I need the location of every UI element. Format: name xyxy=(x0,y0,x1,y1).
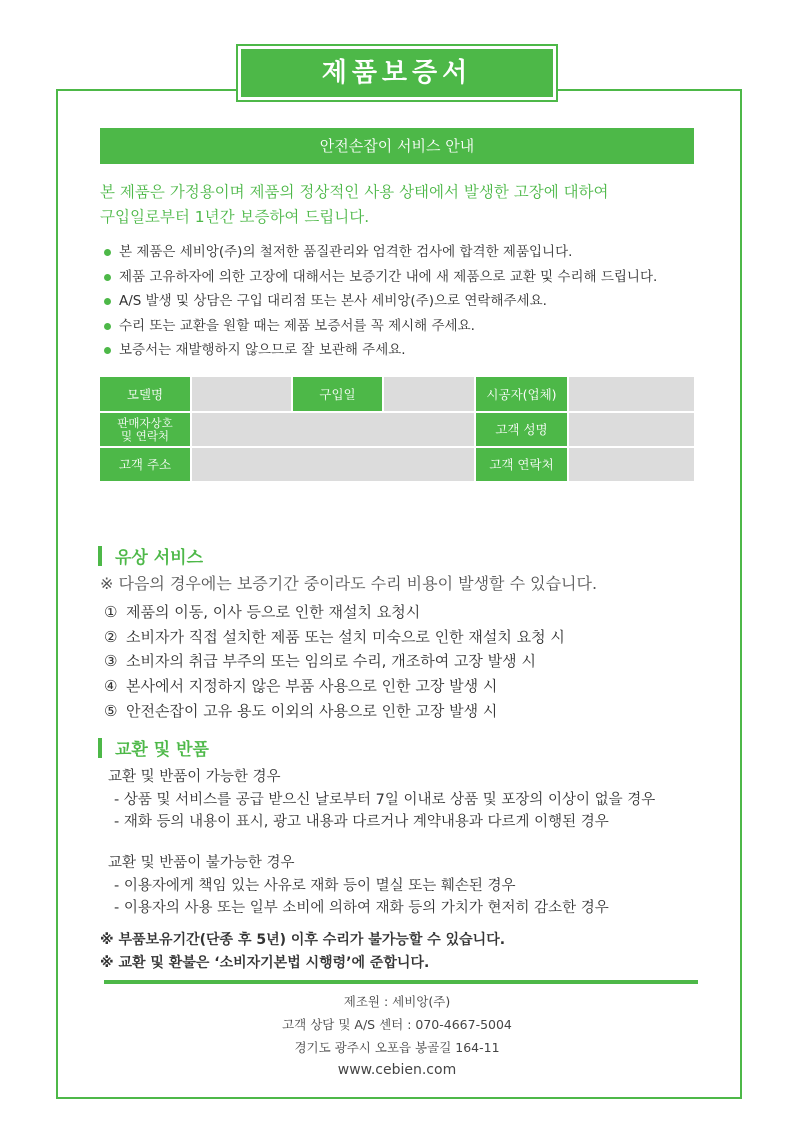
list-item xyxy=(104,314,657,339)
exchange-possible-block xyxy=(108,766,655,834)
list-item: - 이용자의 사용 또는 일부 소비에 의하여 재화 등의 가치가 현저히 감소한 경우 xyxy=(114,900,609,916)
list-item xyxy=(104,338,657,363)
customer-name-field[interactable] xyxy=(569,413,694,446)
item-text: 소비자가 직접 설치한 제품 또는 설치 미숙으로 인한 재설치 요청 시 xyxy=(126,627,565,646)
customer-contact-label: 고객 연락처 xyxy=(476,448,567,481)
parts-retention-note: ※ 부품보유기간(단종 후 5년) 이후 수리가 불가능할 수 있습니다. xyxy=(100,932,506,948)
website-link[interactable]: www.cebien.com xyxy=(337,1062,457,1078)
item-text: 안전손잡이 고유 용도 이외의 사용으로 인한 고장 발생 시 xyxy=(126,701,498,720)
paid-service-notice: ※ 다음의 경우에는 보증기간 중이라도 수리 비용이 발생할 수 있습니다. xyxy=(100,574,598,593)
installer-field[interactable] xyxy=(569,377,694,411)
seller-label-line-2: 및 연락처 xyxy=(120,428,170,443)
item-text: 제품의 이동, 이사 등으로 인한 재설치 요청시 xyxy=(126,603,421,621)
item-number: ② xyxy=(104,627,118,646)
bullet-text: 수리 또는 교환을 원할 때는 제품 보증서를 꼭 제시해 주세요. xyxy=(119,317,475,334)
customer-contact-field[interactable] xyxy=(569,448,694,481)
bullet-text: A/S 발생 및 상담은 구입 대리점 또는 본사 세비앙(주)으로 연락해주세요. xyxy=(119,293,547,309)
paid-service-list xyxy=(104,600,565,723)
list-item xyxy=(104,240,657,265)
model-label: 모델명 xyxy=(100,377,190,411)
intro-line-2: 구입일로부터 1년간 보증하여 드립니다. xyxy=(100,208,370,226)
seller-field[interactable] xyxy=(192,413,474,446)
item-text: 본사에서 지정하지 않은 부품 사용으로 인한 고장 발생 시 xyxy=(126,677,498,696)
list-item: - 이용자에게 책임 있는 사유로 재화 등이 멸실 또는 훼손된 경우 xyxy=(114,877,516,894)
bullet-text: 제품 고유하자에 의한 고장에 대해서는 보증기간 내에 새 제품으로 교환 및 수리해 드립니다. xyxy=(119,268,658,285)
list-item xyxy=(104,649,565,674)
guarantee-bullet-list xyxy=(104,240,657,363)
exchange-impossible-block xyxy=(108,852,609,920)
footer-divider xyxy=(104,980,698,984)
important-notes xyxy=(100,929,505,975)
purchase-date-label: 구입일 xyxy=(293,377,382,411)
paid-service-heading xyxy=(98,543,203,568)
warranty-info-table xyxy=(100,377,694,481)
list-item xyxy=(104,289,657,314)
heading-bar xyxy=(98,738,102,758)
customer-address-field[interactable] xyxy=(192,448,474,481)
refund-policy-note: ※ 교환 및 환불은 ‘소비자기본법 시행령’에 준합니다. xyxy=(100,955,430,971)
bullet-dot-icon xyxy=(104,347,111,354)
bullet-text: 보증서는 재발행하지 않으므로 잘 보관해 주세요. xyxy=(119,342,406,358)
intro-line-1: 본 제품은 가정용이며 제품의 정상적인 사용 상태에서 발생한 고장에 대하여 xyxy=(100,183,609,201)
list-item xyxy=(104,625,565,650)
bullet-dot-icon xyxy=(104,298,111,305)
bullet-dot-icon xyxy=(104,274,111,281)
heading-bar xyxy=(98,546,102,566)
list-item xyxy=(104,699,565,724)
title-box xyxy=(236,44,558,102)
address-text: 경기도 광주시 오포읍 봉골길 164-11 xyxy=(294,1040,500,1055)
seller-label xyxy=(100,413,190,446)
item-number: ① xyxy=(104,603,118,621)
manufacturer-text: 제조원 : 세비앙(주) xyxy=(343,994,451,1009)
bullet-text: 본 제품은 세비앙(주)의 철저한 품질관리와 엄격한 검사에 합격한 제품입니다. xyxy=(119,244,573,260)
paid-service-title: 유상 서비스 xyxy=(115,548,204,568)
list-item xyxy=(104,600,565,625)
exchange-possible-title: 교환 및 반품이 가능한 경우 xyxy=(108,769,281,785)
list-item: - 재화 등의 내용이 표시, 광고 내용과 다르거나 계약내용과 다르게 이행된 경우 xyxy=(114,814,609,830)
model-field[interactable] xyxy=(192,377,291,411)
service-center-text: 고객 상담 및 A/S 센터 : 070-4667-5004 xyxy=(282,1017,512,1032)
item-number: ④ xyxy=(104,677,118,696)
item-text: 소비자의 취급 부주의 또는 임의로 수리, 개조하여 고장 발생 시 xyxy=(126,652,536,671)
exchange-heading xyxy=(98,735,209,760)
list-item xyxy=(104,265,657,290)
intro-text xyxy=(100,180,609,230)
customer-address-label: 고객 주소 xyxy=(100,448,190,481)
item-number: ③ xyxy=(104,652,118,671)
service-banner: 안전손잡이 서비스 안내 xyxy=(100,128,694,164)
purchase-date-field[interactable] xyxy=(384,377,474,411)
installer-label: 시공자(업체) xyxy=(476,377,567,411)
exchange-impossible-title: 교환 및 반품이 불가능한 경우 xyxy=(108,855,295,871)
customer-name-label: 고객 성명 xyxy=(476,413,567,446)
exchange-title: 교환 및 반품 xyxy=(115,740,209,760)
bullet-dot-icon xyxy=(104,323,111,330)
list-item xyxy=(104,674,565,699)
list-item: - 상품 및 서비스를 공급 받으신 날로부터 7일 이내로 상품 및 포장의 이상이 없을 경우 xyxy=(114,791,656,808)
item-number: ⑤ xyxy=(104,701,118,720)
bullet-dot-icon xyxy=(104,249,111,256)
seller-label-line-1: 판매자상호 xyxy=(117,415,173,430)
page-title: 제품보증서 xyxy=(241,49,553,97)
footer xyxy=(100,990,694,1082)
